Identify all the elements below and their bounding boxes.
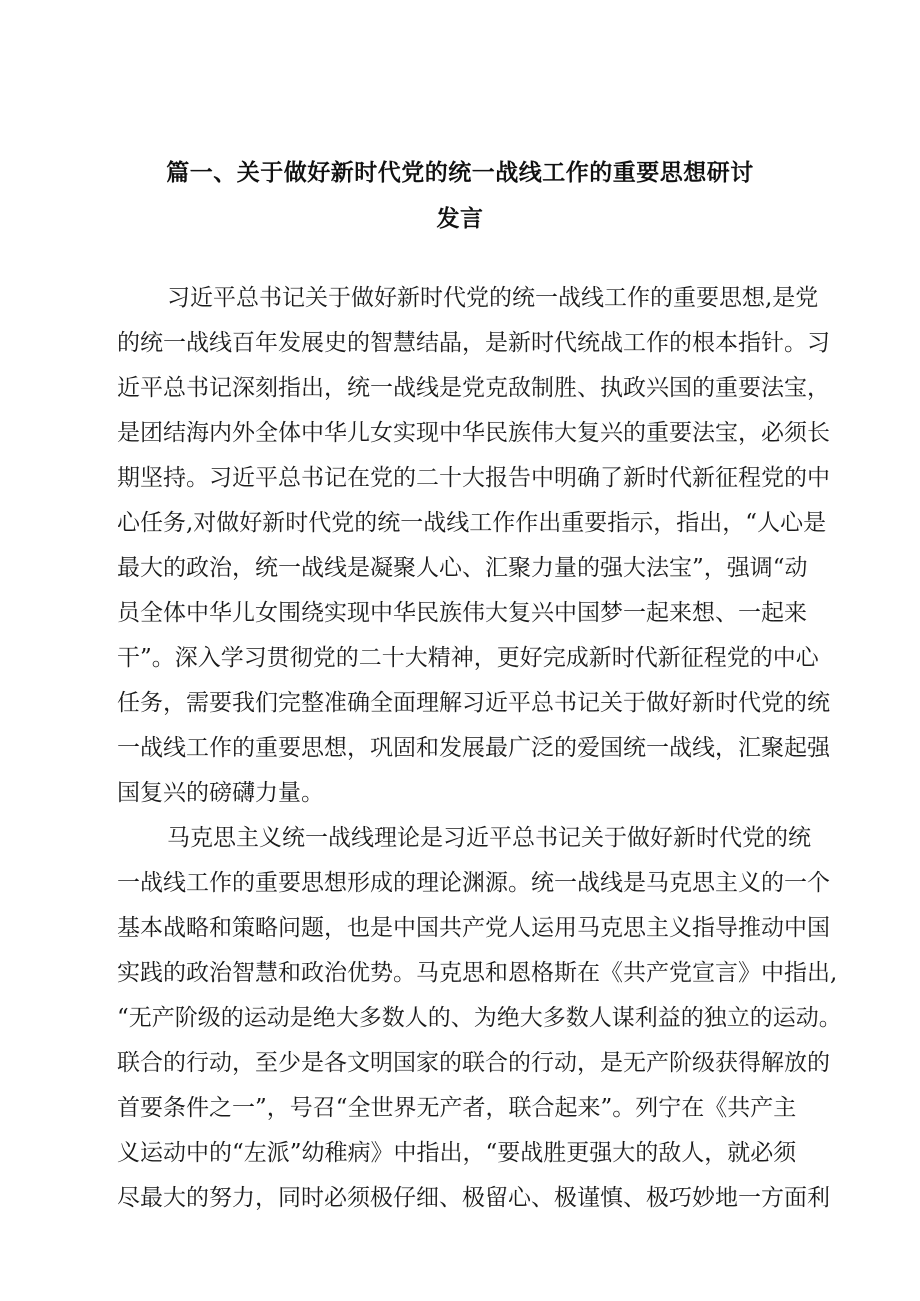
paragraph-line: 实践的政治智慧和政治优势。马克思和恩格斯在《共产党宣言》中指出, — [117, 960, 838, 986]
paragraph-line: 心任务,对做好新时代党的统一战线工作作出重要指示，指出，“人心是 — [117, 510, 827, 536]
paragraph-line: 习近平总书记关于做好新时代党的统一战线工作的重要思想,是党 — [167, 285, 819, 311]
paragraph-line: 国复兴的磅礴力量。 — [117, 780, 324, 806]
paragraph-line: 期坚持。习近平总书记在党的二十大报告中明确了新时代新征程党的中 — [117, 465, 830, 491]
paragraph-line: 一战线工作的重要思想形成的理论渊源。统一战线是马克思主义的一个 — [117, 870, 830, 896]
document-title-line-2: 发言 — [436, 206, 484, 232]
paragraph-line: 任务，需要我们完整准确全面理解习近平总书记关于做好新时代党的统 — [117, 690, 830, 716]
paragraph-line: 的统一战线百年发展史的智慧结晶，是新时代统战工作的根本指针。习 — [117, 330, 830, 356]
paragraph-line: 基本战略和策略问题，也是中国共产党人运用马克思主义指导推动中国 — [117, 915, 830, 941]
paragraph-line: 干”。深入学习贯彻党的二十大精神，更好完成新时代新征程党的中心 — [117, 645, 819, 671]
paragraph-line: 员全体中华儿女围绕实现中华民族伟大复兴中国梦一起来想、一起来 — [117, 600, 807, 626]
paragraph-line: 是团结海内外全体中华儿女实现中华民族伟大复兴的重要法宝，必须长 — [117, 420, 830, 446]
paragraph-line: 尽最大的努力，同时必须极仔细、极留心、极谨慎、极巧妙地一方面利 — [117, 1185, 830, 1211]
paragraph-line: 最大的政治，统一战线是凝聚人心、汇聚力量的强大法宝”，强调“动 — [117, 555, 808, 581]
paragraph-line: 首要条件之一”，号召“全世界无产者，联合起来”。列宁在《共产主 — [117, 1095, 797, 1121]
paragraph-line: 马克思主义统一战线理论是习近平总书记关于做好新时代党的统 — [167, 825, 811, 851]
paragraph-line: 联合的行动，至少是各文明国家的联合的行动，是无产阶级获得解放的 — [117, 1050, 830, 1076]
paragraph-line: 近平总书记深刻指出，统一战线是党克敌制胜、执政兴国的重要法宝， — [117, 375, 830, 401]
paragraph-line: 义运动中的“左派”幼稚病》中指出，“要战胜更强大的敌人，就必须 — [117, 1140, 797, 1166]
paragraph-line: “无产阶级的运动是绝大多数人的、为绝大多数人谋利益的独立的运动。 — [117, 1005, 842, 1031]
paragraph-line: 一战线工作的重要思想，巩固和发展最广泛的爱国统一战线，汇聚起强 — [117, 735, 830, 761]
document-title-line-1: 篇一、关于做好新时代党的统一战线工作的重要思想研讨 — [166, 160, 754, 186]
